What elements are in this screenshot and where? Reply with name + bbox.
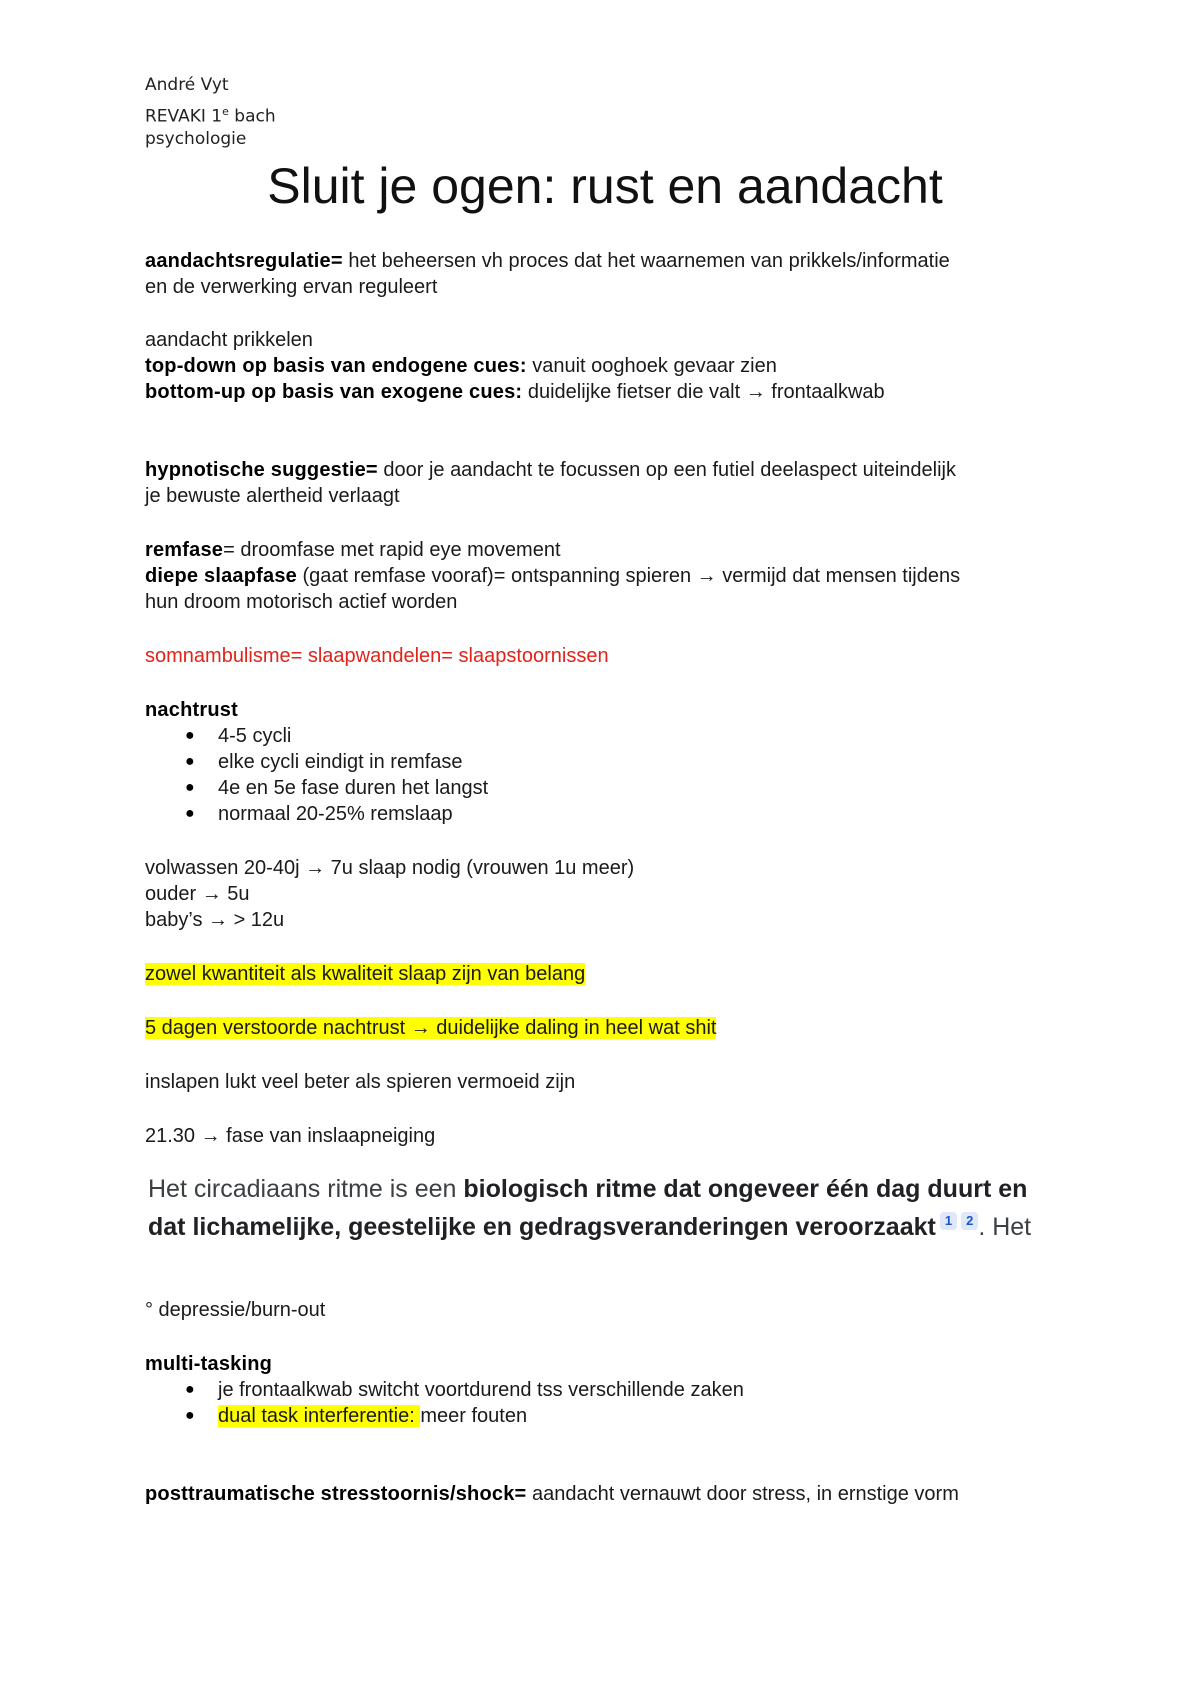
definition-hypno-cont: je bewuste alertheid verlaagt xyxy=(145,485,400,507)
list-item: 4-5 cycli xyxy=(218,725,292,747)
list-item: 4e en 5e fase duren het langst xyxy=(218,777,489,799)
bullet-icon: ● xyxy=(185,805,195,822)
bullet-icon: ● xyxy=(185,1407,195,1424)
multitask-heading: multi-tasking xyxy=(145,1353,273,1375)
highlight-nachtrust: 5 dagen verstoorde nachtrust → duidelijke daling in heel wat shit xyxy=(145,1017,717,1039)
definition-regulatie-cont: en de verwerking ervan reguleert xyxy=(145,276,438,298)
circadiaans-snippet-line1: Het circadiaans ritme is een biologisch ritme dat ongeveer één dag duurt en xyxy=(148,1175,1028,1203)
bullet-icon: ● xyxy=(185,727,195,744)
list-item: dual task interferentie: meer fouten xyxy=(218,1405,528,1427)
bullet-icon: ● xyxy=(185,753,195,770)
somnambulisme-line: somnambulisme= slaapwandelen= slaapstoornissen xyxy=(145,645,609,667)
nachtrust-heading: nachtrust xyxy=(145,699,238,721)
subject-line: psychologie xyxy=(145,129,247,149)
course-line: REVAKI 1e bach xyxy=(145,105,276,127)
slaap-ouder: ouder → 5u xyxy=(145,883,250,905)
bottomup-line: bottom-up op basis van exogene cues: duidelijke fietser die valt → frontaalkwab xyxy=(145,381,885,403)
list-item: normaal 20-25% remslaap xyxy=(218,803,453,825)
definition-hypno: hypnotische suggestie= door je aandacht te focussen op een futiel deelaspect uiteindelijk xyxy=(145,459,956,481)
author-name: André Vyt xyxy=(145,75,229,95)
topdown-line: top-down op basis van endogene cues: vanuit ooghoek gevaar zien xyxy=(145,355,777,377)
bullet-icon: ● xyxy=(185,779,195,796)
highlight-kwantiteit: zowel kwantiteit als kwaliteit slaap zijn van belang xyxy=(145,963,586,985)
bullet-icon: ● xyxy=(185,1381,195,1398)
list-item: elke cycli eindigt in remfase xyxy=(218,751,463,773)
inslapen-line: inslapen lukt veel beter als spieren vermoeid zijn xyxy=(145,1071,576,1093)
definition-ptss: posttraumatische stresstoornis/shock= aandacht vernauwt door stress, in ernstige vorm xyxy=(145,1483,959,1505)
prikkelen-heading: aandacht prikkelen xyxy=(145,329,313,351)
tijd-line: 21.30 → fase van inslaapneiging xyxy=(145,1125,436,1147)
definition-remfase: remfase= droomfase met rapid eye movement xyxy=(145,539,561,561)
citation-badge: 1 xyxy=(940,1212,957,1230)
definition-diepe-slaap-cont: hun droom motorisch actief worden xyxy=(145,591,458,613)
list-item: je frontaalkwab switcht voortdurend tss verschillende zaken xyxy=(218,1379,744,1401)
slaap-volwassen: volwassen 20-40j → 7u slaap nodig (vrouwen 1u meer) xyxy=(145,857,635,879)
depressie-line: ° depressie/burn-out xyxy=(145,1299,326,1321)
definition-regulatie: aandachtsregulatie= het beheersen vh proces dat het waarnemen van prikkels/informatie xyxy=(145,250,950,272)
definition-diepe-slaap: diepe slaapfase (gaat remfase vooraf)= ontspanning spieren → vermijd dat mensen tijdens xyxy=(145,565,961,587)
page-title: Sluit je ogen: rust en aandacht xyxy=(267,158,943,214)
slaap-babys: baby’s → > 12u xyxy=(145,909,285,931)
circadiaans-snippet-line2: dat lichamelijke, geestelijke en gedragsveranderingen veroorzaakt 1 2 . Het xyxy=(148,1213,1032,1241)
citation-badge: 2 xyxy=(961,1212,978,1230)
